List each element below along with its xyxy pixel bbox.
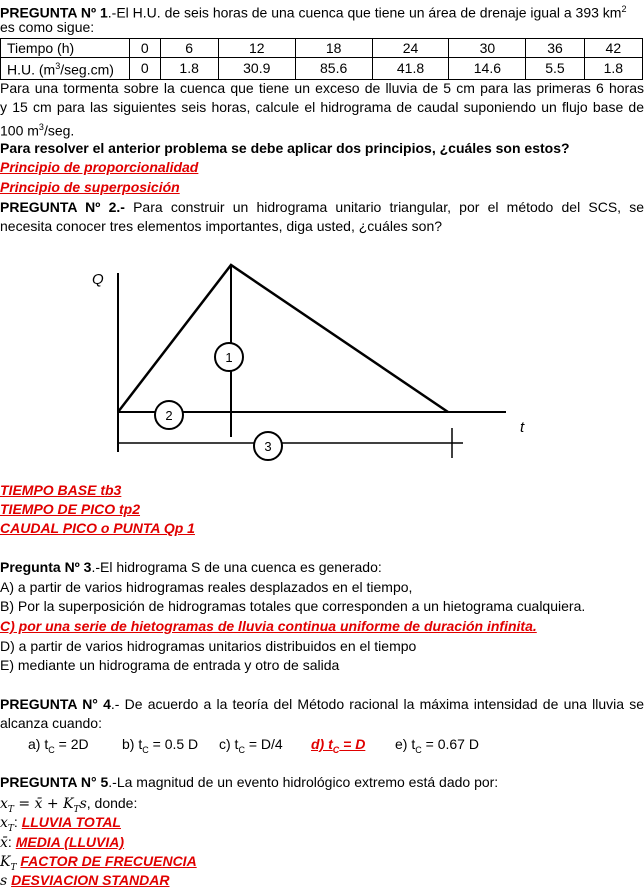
q2-line2: necesita conocer tres elementos importantes, diga usted, ¿cuáles son? [0, 218, 443, 234]
q1-p1: Para una tormenta sobre la cuenca que tiene un exceso de lluvia de 5 cm para las primeras 6 horas [0, 80, 644, 96]
table-cell: 18 [295, 39, 372, 58]
q4-option-e [395, 735, 479, 759]
q4-e-pre: e) t [395, 736, 416, 752]
q4-text1: .- De acuerdo a la teoría del Método racional la máxima intensidad de una lluvia se [110, 696, 644, 712]
q4-b-sub: C [142, 744, 149, 755]
q1-bold-question: Para resolver el anterior problema se debe aplicar dos principios, ¿cuáles son estos? [0, 140, 570, 156]
table-header-tiempo: Tiempo (h) [1, 39, 130, 58]
q2-ans3: CAUDAL PICO o PUNTA Qp 1 [0, 520, 195, 536]
q1-line2: es como sigue: [0, 19, 95, 35]
q3-option-c [0, 617, 644, 635]
q1-ans2: Principio de superposición [0, 179, 180, 195]
table-cell: 5.5 [526, 58, 584, 80]
q4-a-post: = 2D [54, 736, 89, 752]
q5-def-4 [0, 871, 644, 890]
circle-2-label: 2 [165, 408, 173, 423]
q4-d-post: = D [339, 736, 366, 752]
q5-text: .-La magnitud de un evento hidrológico extremo está dado por: [108, 774, 499, 790]
table-cell: 0 [130, 39, 161, 58]
q4-label: PREGUNTA N° 4 [0, 696, 111, 712]
q3-option-b: B) Por la superposición de hidrogramas totales que corresponden a un hietograma cualquiera. [0, 598, 586, 614]
hu-header-a: H.U. (m [7, 61, 56, 78]
table-cell: 12 [218, 39, 295, 58]
table-cell: 6 [160, 39, 218, 58]
q4-c-sub: C [238, 744, 245, 755]
q5-def-3-text: FACTOR DE FRECUENCIA [20, 853, 197, 869]
sym-s: s [0, 873, 8, 889]
q4-option-b [122, 735, 198, 759]
table-cell: 42 [584, 39, 642, 58]
circle-1-label: 1 [225, 350, 233, 365]
q4-option-a [28, 735, 89, 759]
table-cell: 1.8 [160, 58, 218, 80]
triangle-hydrograph [118, 265, 448, 412]
formula-tail: , donde: [86, 795, 138, 811]
q4-d-sub: C [332, 744, 340, 755]
table-cell: 36 [526, 39, 584, 58]
q4-a-sub: C [48, 744, 55, 755]
q2-ans1: TIEMPO BASE tb3 [0, 482, 122, 498]
q2-answer-2 [0, 500, 644, 518]
q2-ans2: TIEMPO DE PICO tp2 [0, 501, 141, 517]
q4-c-post: = D/4 [244, 736, 283, 752]
q1-p3b: /seg. [43, 122, 75, 139]
q1-p3sup: 3 [38, 122, 44, 132]
q1-p3a: 100 m [0, 122, 39, 139]
q4-option-c [219, 735, 283, 759]
q4-c-pre: c) t [219, 736, 239, 752]
q5-def-1-text: LLUVIA TOTAL [21, 814, 121, 830]
q3-option-d: D) a partir de varios hidrogramas unitarios distribuidos en el tiempo [0, 638, 417, 654]
q3-option-a: A) a partir de varios hidrogramas reales desplazados en el tiempo, [0, 579, 413, 595]
q5-def-2-text: MEDIA (LLUVIA) [15, 834, 125, 850]
q4-e-post: = 0.67 D [421, 736, 479, 752]
sym-xbar: x̄ [0, 835, 8, 851]
q1-text: .-El H.U. de seis horas de una cuenca que tiene un área de drenaje igual a 393 km [107, 4, 622, 21]
q3-line1 [0, 558, 644, 576]
q2-text1: Para construir un hidrograma unitario triangular, por el método del SCS, se [124, 199, 644, 215]
q4-option-d [311, 735, 365, 759]
q1-label: PREGUNTA Nº 1 [0, 4, 108, 21]
hu-header-b: /seg.cm) [60, 61, 114, 78]
table-cell: 85.6 [295, 58, 372, 80]
q3-label: Pregunta Nº 3 [0, 559, 92, 575]
q5-def-1: $x_T$: LLUVIA TOTAL [0, 814, 121, 834]
formula-math: $x_T$ = x̄ + $K_Ts$ [0, 796, 87, 815]
q2-answer-3 [0, 519, 644, 537]
q1-p2: y 15 cm para las siguientes seis horas, calcule el hidrograma de caudal suponiendo un flujo base de [0, 99, 644, 115]
q4-d-pre: d) t [311, 736, 333, 752]
q5-def-4-text: DESVIACION STANDAR [11, 872, 170, 888]
q2-answer-1 [0, 481, 644, 499]
sym-xt: $x_T$ [0, 815, 14, 834]
q1-sup: 2 [621, 4, 627, 14]
table-cell: 1.8 [584, 58, 642, 80]
t-axis-label: t [520, 419, 525, 436]
circle-3-label: 3 [264, 439, 272, 454]
q3-option-c-text: C) por una serie de hietogramas de lluvia continua uniforme de duración infinita. [0, 618, 537, 634]
table-cell: 30.9 [218, 58, 295, 80]
q3-option-e: E) mediante un hidrograma de entrada y otro de salida [0, 657, 340, 673]
table-cell: 30 [449, 39, 526, 58]
q2-label: PREGUNTA Nº 2.- [0, 199, 125, 215]
q4-b-post: = 0.5 D [148, 736, 199, 752]
q4-a-pre: a) t [28, 736, 49, 752]
q3-text: .-El hidrograma S de una cuenca es generado: [91, 559, 382, 575]
q-axis-label: Q [92, 271, 104, 288]
q4-line1 [0, 695, 644, 713]
q4-line2: alcanza cuando: [0, 715, 102, 731]
table-cell: 14.6 [449, 58, 526, 80]
hu-header-sup: 3 [55, 61, 61, 71]
table-cell: 41.8 [372, 58, 449, 80]
q5-def-2: x̄: MEDIA (LLUVIA) [0, 834, 125, 851]
table-cell: 0 [130, 58, 161, 80]
q1-ans1: Principio de proporcionalidad [0, 159, 199, 175]
q4-b-pre: b) t [122, 736, 143, 752]
q5-line1 [0, 773, 644, 791]
table-cell: 24 [372, 39, 449, 58]
q4-e-sub: C [415, 744, 422, 755]
sym-kt: $K_T$ [0, 854, 17, 873]
q5-label: PREGUNTA N° 5 [0, 774, 109, 790]
